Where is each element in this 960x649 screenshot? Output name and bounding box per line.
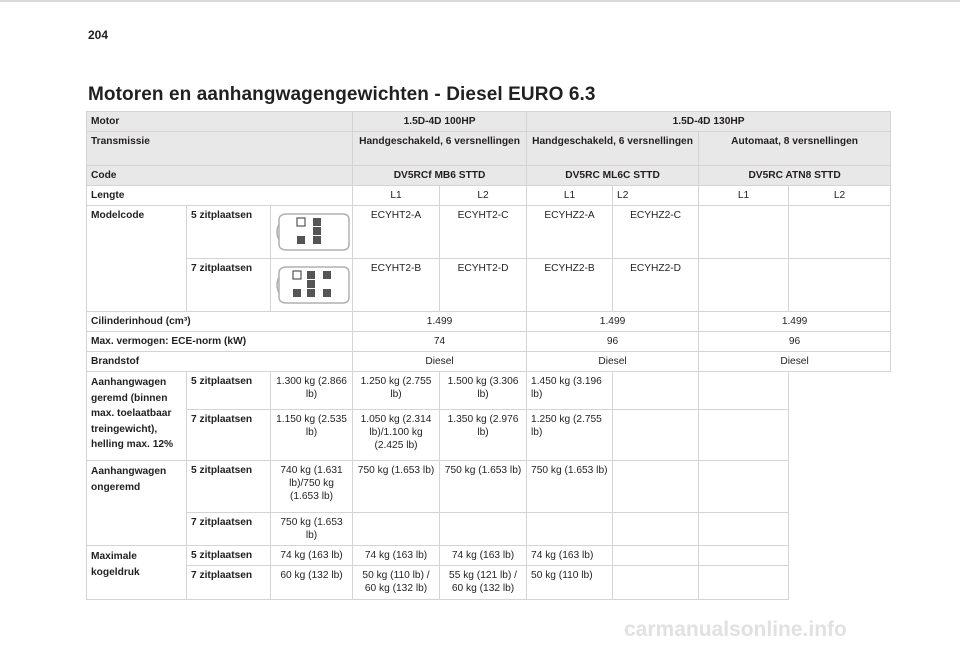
modelcode-cell: ECYHZ2-A	[527, 206, 613, 259]
lengte-cell: L2	[789, 186, 891, 206]
empty-cell	[527, 513, 613, 546]
label-modelcode: Modelcode	[87, 206, 187, 312]
geremd-cell: 1.250 kg (2.755 lb)	[527, 410, 613, 461]
label-transmissie: Transmissie	[87, 132, 353, 166]
empty-cell	[613, 546, 699, 566]
kogeldruk-cell: 74 kg (163 lb)	[440, 546, 527, 566]
label-motor: Motor	[87, 112, 353, 132]
brandstof-cell: Diesel	[699, 352, 891, 372]
seats-7-label: 7 zitplaatsen	[187, 410, 271, 461]
lengte-cell: L1	[353, 186, 440, 206]
empty-cell	[440, 513, 527, 546]
label-ongeremd: Aanhangwagen ongeremd	[87, 461, 187, 546]
row-geremd-7	[87, 410, 891, 461]
geremd-cell: 1.150 kg (2.535 lb)	[271, 410, 353, 461]
row-ongeremd-7	[87, 513, 891, 546]
seats-5-label: 5 zitplaatsen	[187, 461, 271, 513]
row-geremd-5	[87, 372, 891, 410]
empty-cell	[613, 461, 699, 513]
code-1: DV5RCf MB6 STTD	[353, 166, 527, 186]
empty-cell	[699, 461, 789, 513]
row-motor	[87, 112, 891, 132]
empty-cell	[699, 513, 789, 546]
lengte-cell: L1	[527, 186, 613, 206]
row-kogeldruk-5	[87, 546, 891, 566]
empty-cell	[613, 566, 699, 600]
trans-3: Automaat, 8 versnellingen	[699, 132, 891, 166]
row-ongeremd-5	[87, 461, 891, 513]
seats-5-label: 5 zitplaatsen	[187, 546, 271, 566]
geremd-cell: 1.250 kg (2.755 lb)	[353, 372, 440, 410]
ongeremd-cell: 750 kg (1.653 lb)	[527, 461, 613, 513]
empty-cell	[353, 513, 440, 546]
kogeldruk-cell: 74 kg (163 lb)	[527, 546, 613, 566]
kogeldruk-cell: 60 kg (132 lb)	[271, 566, 353, 600]
ongeremd-cell: 750 kg (1.653 lb)	[271, 513, 353, 546]
engine-130hp: 1.5D-4D 130HP	[527, 112, 891, 132]
empty-cell	[789, 206, 891, 259]
seats-5-label: 5 zitplaatsen	[187, 372, 271, 410]
vermogen-cell: 74	[353, 332, 527, 352]
kogeldruk-cell: 50 kg (110 lb)	[527, 566, 613, 600]
modelcode-cell: ECYHT2-D	[440, 259, 527, 312]
row-lengte	[87, 186, 891, 206]
geremd-cell: 1.350 kg (2.976 lb)	[440, 410, 527, 461]
empty-cell	[699, 566, 789, 600]
cilinder-cell: 1.499	[353, 312, 527, 332]
trans-1: Handgeschakeld, 6 versnellingen	[353, 132, 527, 166]
geremd-cell: 1.500 kg (3.306 lb)	[440, 372, 527, 410]
engine-spec-table	[86, 111, 891, 600]
row-vermogen	[87, 332, 891, 352]
ongeremd-cell: 750 kg (1.653 lb)	[440, 461, 527, 513]
engine-100hp: 1.5D-4D 100HP	[353, 112, 527, 132]
kogeldruk-cell: 74 kg (163 lb)	[271, 546, 353, 566]
kogeldruk-cell: 50 kg (110 lb) / 60 kg (132 lb)	[353, 566, 440, 600]
geremd-cell: 1.450 kg (3.196 lb)	[527, 372, 613, 410]
modelcode-cell: ECYHT2-A	[353, 206, 440, 259]
ongeremd-cell: 750 kg (1.653 lb)	[353, 461, 440, 513]
vermogen-cell: 96	[699, 332, 891, 352]
cilinder-cell: 1.499	[699, 312, 891, 332]
watermark: carmanualsonline.info	[624, 618, 847, 641]
brandstof-cell: Diesel	[527, 352, 699, 372]
label-cilinder: Cilinderinhoud (cm³)	[87, 312, 353, 332]
empty-cell	[699, 410, 789, 461]
kogeldruk-cell: 55 kg (121 lb) / 60 kg (132 lb)	[440, 566, 527, 600]
empty-cell	[699, 259, 789, 312]
empty-cell	[699, 206, 789, 259]
empty-cell	[699, 546, 789, 566]
brandstof-cell: Diesel	[353, 352, 527, 372]
cilinder-cell: 1.499	[527, 312, 699, 332]
vermogen-cell: 96	[527, 332, 699, 352]
lengte-cell: L2	[613, 186, 699, 206]
seats-7-label: 7 zitplaatsen	[187, 566, 271, 600]
modelcode-cell: ECYHZ2-B	[527, 259, 613, 312]
lengte-cell: L2	[440, 186, 527, 206]
seats-5-label: 5 zitplaatsen	[187, 206, 271, 259]
label-code: Code	[87, 166, 353, 186]
trans-2: Handgeschakeld, 6 versnellingen	[527, 132, 699, 166]
page-title: Motoren en aanhangwagengewichten - Diesel EURO 6.3	[88, 84, 596, 105]
empty-cell	[613, 372, 699, 410]
seat-layout-7-icon	[271, 259, 353, 312]
modelcode-cell: ECYHZ2-D	[613, 259, 699, 312]
row-cilinder	[87, 312, 891, 332]
kogeldruk-cell: 74 kg (163 lb)	[353, 546, 440, 566]
page-number: 204	[88, 28, 109, 42]
ongeremd-cell: 740 kg (1.631 lb)/750 kg (1.653 lb)	[271, 461, 353, 513]
car-5-seats-icon	[271, 206, 353, 254]
geremd-cell: 1.300 kg (2.866 lb)	[271, 372, 353, 410]
top-rule	[0, 0, 960, 2]
row-modelcode-7	[87, 259, 891, 312]
seats-7-label: 7 zitplaatsen	[187, 513, 271, 546]
label-vermogen: Max. vermogen: ECE-norm (kW)	[87, 332, 353, 352]
modelcode-cell: ECYHZ2-C	[613, 206, 699, 259]
empty-cell	[613, 513, 699, 546]
row-brandstof	[87, 352, 891, 372]
geremd-cell: 1.050 kg (2.314 lb)/1.100 kg (2.425 lb)	[353, 410, 440, 461]
label-lengte: Lengte	[87, 186, 353, 206]
empty-cell	[613, 410, 699, 461]
seat-layout-5-icon	[271, 206, 353, 259]
row-code	[87, 166, 891, 186]
row-kogeldruk-7	[87, 566, 891, 600]
seats-7-label: 7 zitplaatsen	[187, 259, 271, 312]
empty-cell	[789, 259, 891, 312]
lengte-cell: L1	[699, 186, 789, 206]
label-kogeldruk: Maximale kogeldruk	[87, 546, 187, 600]
modelcode-cell: ECYHT2-C	[440, 206, 527, 259]
modelcode-cell: ECYHT2-B	[353, 259, 440, 312]
code-2: DV5RC ML6C STTD	[527, 166, 699, 186]
row-transmissie	[87, 132, 891, 166]
label-brandstof: Brandstof	[87, 352, 353, 372]
empty-cell	[699, 372, 789, 410]
code-3: DV5RC ATN8 STTD	[699, 166, 891, 186]
car-7-seats-icon	[271, 259, 353, 307]
label-geremd: Aanhangwagen geremd (binnen max. toelaatbaar treingewicht), helling max. 12%	[87, 372, 187, 461]
row-modelcode-5	[87, 206, 891, 259]
